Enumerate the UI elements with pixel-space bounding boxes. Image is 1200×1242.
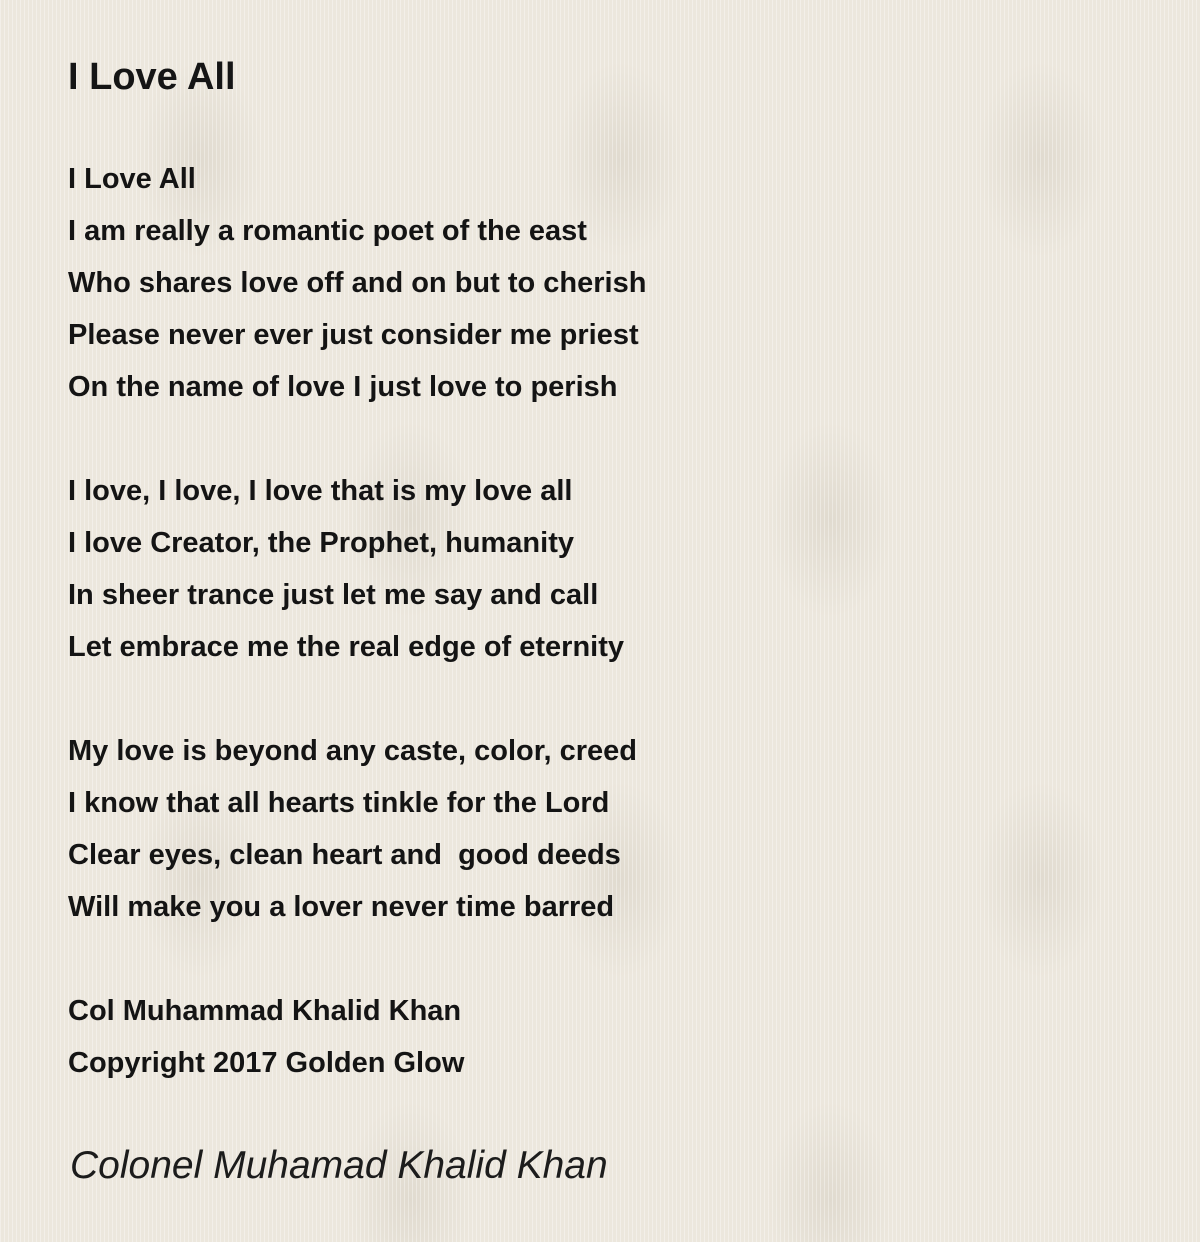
credit-copyright-line: Copyright 2017 Golden Glow — [68, 1047, 465, 1079]
poem-line: I am really a romantic poet of the east — [68, 215, 587, 247]
stanza-2 — [68, 465, 1128, 673]
poem-line: Let embrace me the real edge of eternity — [68, 631, 625, 663]
poem-line: In sheer trance just let me say and call — [68, 579, 599, 611]
poem-line: I love, I love, I love that is my love all — [68, 475, 573, 507]
poem-credits — [68, 985, 1128, 1089]
poem-line: I love Creator, the Prophet, humanity — [68, 527, 574, 559]
poem-title: I Love All — [68, 56, 236, 98]
poem-line: Please never ever just consider me priest — [68, 319, 639, 351]
poem-line: I Love All — [68, 163, 196, 195]
author-signature: Colonel Muhamad Khalid Khan — [70, 1144, 608, 1187]
poem-body — [68, 153, 1128, 1141]
poem-line: Clear eyes, clean heart and good deeds — [68, 839, 621, 871]
poem-line: Who shares love off and on but to cherish — [68, 267, 647, 299]
stanza-3 — [68, 725, 1128, 933]
poem-line: On the name of love I just love to perish — [68, 371, 618, 403]
poem-line: My love is beyond any caste, color, creed — [68, 735, 637, 767]
stanza-1 — [68, 153, 1128, 413]
credit-author-line: Col Muhammad Khalid Khan — [68, 995, 462, 1027]
poem-line: I know that all hearts tinkle for the Lord — [68, 787, 610, 819]
poem-line: Will make you a lover never time barred — [68, 891, 615, 923]
